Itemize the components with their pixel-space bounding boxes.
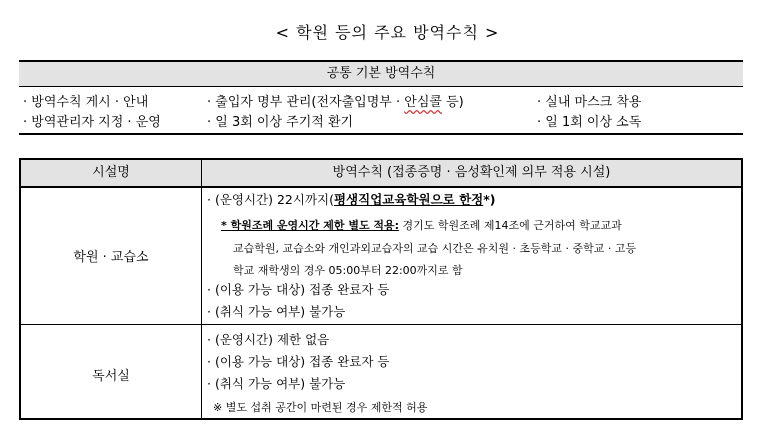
academy-eligible: · (이용 가능 대상) 접종 완료자 등 [207, 282, 390, 297]
table-header-row [21, 160, 741, 188]
academy-hours-pre: · (운영시간) 22시까지( [207, 192, 334, 207]
common-rule-visitor-log-pre: · 출입자 명부 관리(전자출입명부 · [207, 95, 405, 110]
academy-note-text1: 경기도 학원조례 제14조에 근거하여 학교교과 [399, 219, 622, 232]
facility-study-room: 독서실 [92, 369, 130, 384]
row-divider [21, 324, 741, 325]
common-rule-ventilation: · 일 3회 이상 주기적 환기 [207, 115, 354, 130]
academy-hours [207, 190, 496, 208]
header-facility: 시설명 [21, 160, 202, 186]
column-divider [201, 186, 202, 418]
page-title: < 학원 등의 주요 방역수칙 > [275, 23, 500, 42]
common-rule-visitor-log-post: 등) [441, 95, 464, 110]
common-rule-mask: · 실내 마스크 착용 [537, 95, 642, 110]
common-rules-box [19, 60, 743, 135]
header-rules: 방역수칙 (접종증명 · 음성확인제 의무 적용 시설) [332, 165, 611, 180]
academy-note-line1 [221, 217, 622, 233]
common-rule-visitor-log [207, 91, 464, 110]
studyroom-note: ※ 별도 섭취 공간이 마련된 경우 제한적 허용 [213, 401, 428, 414]
studyroom-eligible: · (이용 가능 대상) 접종 완료자 등 [207, 354, 390, 369]
academy-eating: · (취식 가능 여부) 불가능 [207, 304, 346, 319]
common-rule-notice: · 방역수칙 게시 · 안내 [23, 95, 149, 110]
common-rule-visitor-log-safecall: 안심콜 [404, 95, 442, 110]
academy-note-line2: 교습학원, 교습소와 개인과외교습자의 교습 시간은 유치원 · 초등학교 · 중학교 · 고등 [233, 242, 637, 255]
studyroom-hours: · (운영시간) 제한 없음 [207, 332, 330, 347]
common-rule-disinfection: · 일 1회 이상 소독 [537, 115, 642, 130]
facility-rules-table [19, 158, 743, 420]
studyroom-eating: · (취식 가능 여부) 불가능 [207, 376, 346, 391]
common-rules-rows [19, 87, 743, 133]
academy-note-title: * 학원조례 운영시간 제한 별도 적용: [221, 219, 400, 232]
academy-hours-post: *) [483, 192, 496, 207]
common-rule-manager: · 방역관리자 지정 · 운영 [23, 115, 161, 130]
common-rules-header: 공통 기본 방역수칙 [19, 62, 743, 87]
facility-academy: 학원 · 교습소 [73, 250, 149, 265]
academy-note-line3: 학교 재학생의 경우 05:00부터 22:00까지로 함 [233, 264, 463, 277]
academy-hours-limit: 평생직업교육학원으로 한정 [333, 192, 484, 207]
